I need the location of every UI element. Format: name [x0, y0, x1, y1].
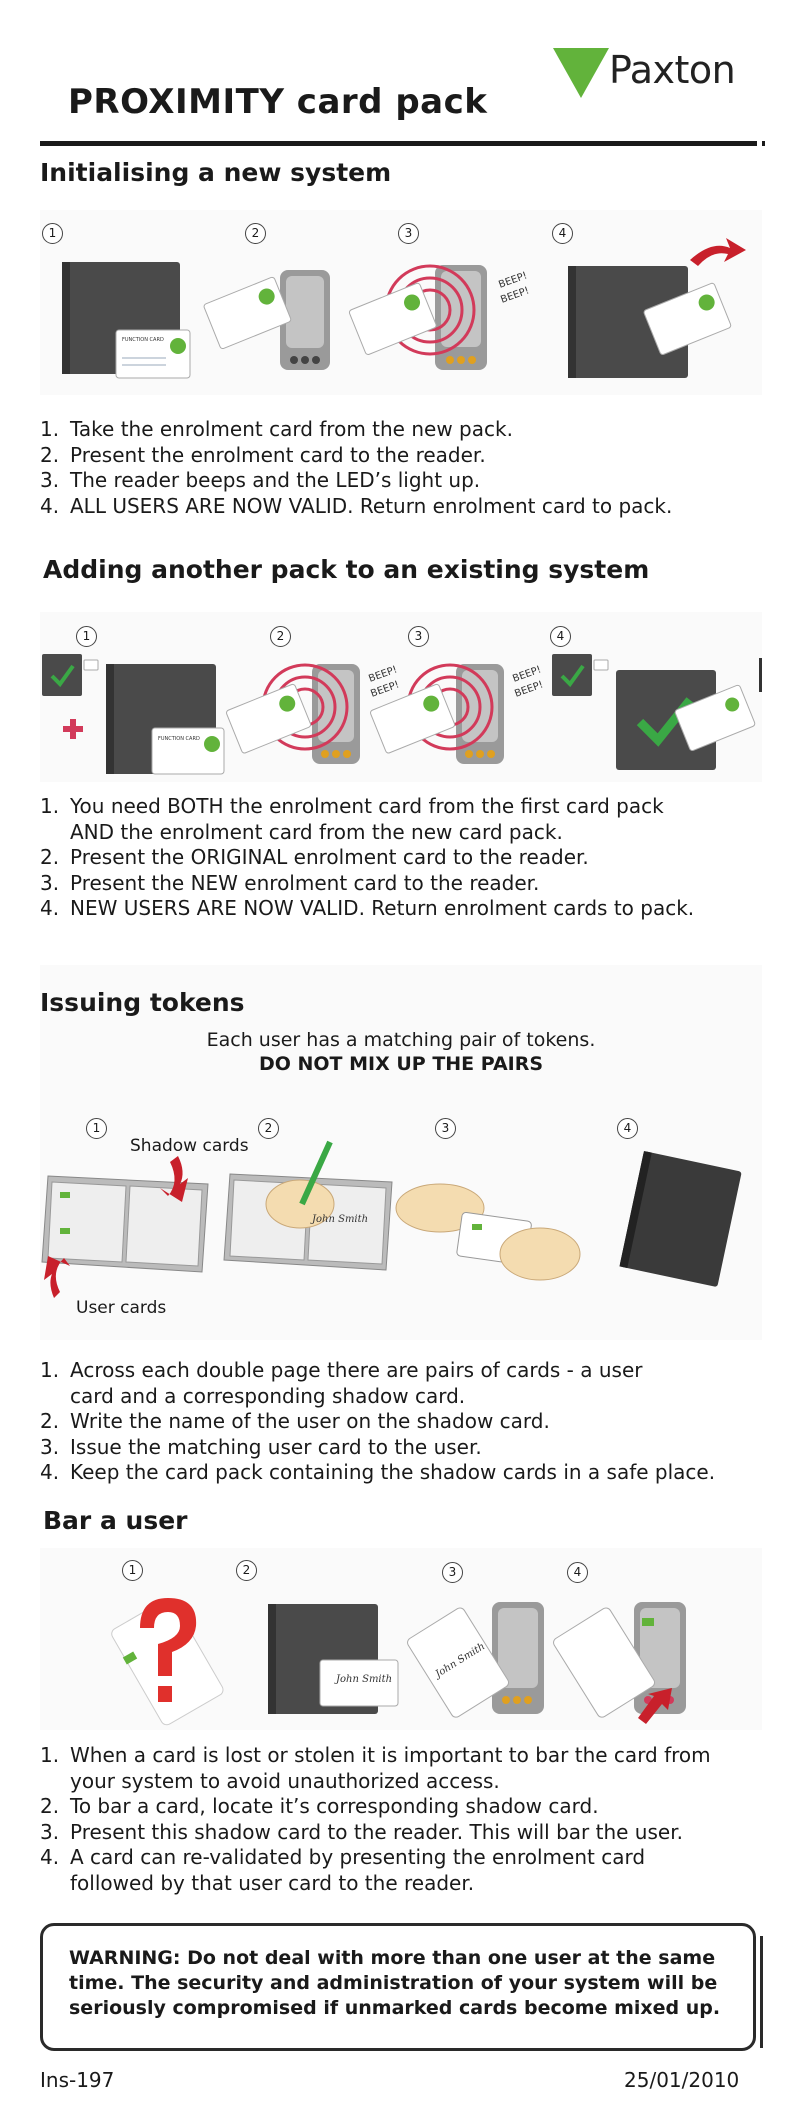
steps-adding-pack [40, 794, 694, 922]
closed-pack-icon [619, 1151, 741, 1287]
page-title: PROXIMITY card pack [68, 82, 488, 122]
new-card-pack-icon [106, 664, 224, 774]
card-binder-icon [42, 1156, 208, 1298]
document-date: 25/01/2010 [624, 2068, 740, 2092]
paxton-logo [553, 46, 743, 102]
step-number: 1 [86, 1118, 107, 1139]
list-item: 2. Present the ORIGINAL enrolment card to the reader. [40, 845, 589, 869]
header-rule-tick [762, 141, 765, 146]
list-item: 2. Write the name of the user on the shadow card. [40, 1409, 550, 1433]
illustration-bar-user [40, 1548, 762, 1730]
list-item: 4. ALL USERS ARE NOW VALID. Return enrolment card to pack. [40, 493, 673, 518]
issuing-warning-pairs: DO NOT MIX UP THE PAIRS [258, 1053, 544, 1075]
step-number: 1 [42, 223, 63, 244]
step-number: 2 [236, 1560, 257, 1581]
step-number: 3 [398, 223, 419, 244]
step-number: 2 [270, 626, 291, 647]
svg-text:John Smith: John Smith [336, 1674, 393, 1685]
section-heading-bar-user: Bar a user [43, 1506, 188, 1535]
illustration-initialising [40, 210, 762, 395]
svg-text:BEEP!: BEEP! [511, 664, 543, 685]
bar-user-illustration-drawing [40, 1548, 762, 1730]
validated-packs-icon [552, 654, 762, 770]
warning-text: WARNING: Do not deal with more than one user at the same time. The security and administration of your system will be seriously compromised if unmarked cards become mixed up. [69, 1947, 721, 2019]
reader-barring-icon [552, 1602, 686, 1724]
paxton-logo-triangle-icon [553, 46, 609, 98]
steps-initialising [40, 417, 672, 519]
warning-box-shadow [760, 1936, 763, 2048]
adding-pack-illustration-drawing [40, 612, 762, 782]
step-number: 3 [435, 1118, 456, 1139]
list-item: 3. The reader beeps and the LED’s light up. [40, 468, 481, 492]
step-number: 4 [617, 1118, 638, 1139]
document-id: Ins-197 [40, 2068, 115, 2092]
list-item: 3. Issue the matching user card to the user. [40, 1434, 482, 1459]
step-number: 4 [550, 626, 571, 647]
list-item: 3. Present this shadow card to the reader. This will bar the user. [40, 1819, 683, 1844]
header-rule [40, 141, 757, 146]
step-number: 1 [76, 626, 97, 647]
issuing-intro: Each user has a matching pair of tokens. [206, 1029, 596, 1051]
paxton-logo-text: Paxton [609, 48, 736, 92]
svg-text:BEEP!: BEEP! [369, 679, 401, 700]
step-number: 3 [408, 626, 429, 647]
step-number: 4 [552, 223, 573, 244]
svg-text:FUNCTION CARD: FUNCTION CARD [158, 736, 200, 742]
step-number: 2 [258, 1118, 279, 1139]
shadow-cards-label: Shadow cards [130, 1136, 249, 1156]
list-item: 2. Present the enrolment card to the reader. [40, 442, 486, 467]
user-cards-label: User cards [76, 1298, 167, 1318]
plus-icon [63, 719, 83, 739]
step-number: 2 [245, 223, 266, 244]
svg-text:BEEP!: BEEP! [497, 270, 529, 291]
svg-text:BEEP!: BEEP! [513, 679, 545, 700]
step-number: 1 [122, 1560, 143, 1581]
list-item: 2. To bar a card, locate it’s corresponding shadow card. [40, 1794, 599, 1818]
list-item: 1. When a card is lost or stolen it is important to bar the card from your system to avoid unauthorized access. [40, 1743, 711, 1793]
list-item: 4. A card can re-validated by presenting the enrolment card followed by that user card to the reader. [40, 1845, 646, 1895]
section-heading-issuing: Issuing tokens [40, 988, 245, 1017]
illustration-adding-pack [40, 612, 762, 782]
svg-text:John Smith: John Smith [312, 1214, 369, 1225]
existing-pack-icon [42, 654, 98, 696]
list-item: 1. Across each double page there are pairs of cards - a user card and a corresponding shadow card. [40, 1358, 643, 1408]
step-number: 4 [567, 1562, 588, 1583]
steps-bar-user [40, 1743, 711, 1896]
function-card-label: FUNCTION CARD [122, 337, 164, 343]
handing-card-icon [396, 1184, 580, 1280]
list-item: 1. Take the enrolment card from the new pack. [40, 417, 513, 441]
reader-with-shadow-card-icon [406, 1602, 544, 1719]
list-item: 3. Present the NEW enrolment card to the reader. [40, 870, 540, 895]
reader-icon [203, 270, 330, 370]
list-item: 4. NEW USERS ARE NOW VALID. Return enrolment cards to pack. [40, 896, 695, 920]
svg-text:John Smith: John Smith [433, 1640, 488, 1681]
svg-text:BEEP!: BEEP! [499, 285, 531, 306]
list-item: 1. You need BOTH the enrolment card from the first card pack AND the enrolment card from the new card pack. [40, 794, 664, 844]
card-pack-icon [62, 262, 190, 378]
warning-box [40, 1923, 756, 2051]
list-item: 4. Keep the card pack containing the shadow cards in a safe place. [40, 1460, 716, 1484]
reader-beeping-icon [349, 265, 531, 370]
svg-text:BEEP!: BEEP! [367, 664, 399, 685]
section-heading-adding-pack: Adding another pack to an existing system [43, 555, 650, 584]
return-card-icon [568, 238, 746, 378]
writing-name-icon [224, 1142, 392, 1270]
illustration-issuing [40, 1112, 762, 1332]
lost-card-question-icon [110, 1597, 226, 1727]
step-number: 3 [442, 1562, 463, 1583]
section-heading-initialising: Initialising a new system [40, 158, 392, 187]
steps-issuing [40, 1358, 715, 1486]
shadow-card-pack-icon [268, 1604, 398, 1714]
